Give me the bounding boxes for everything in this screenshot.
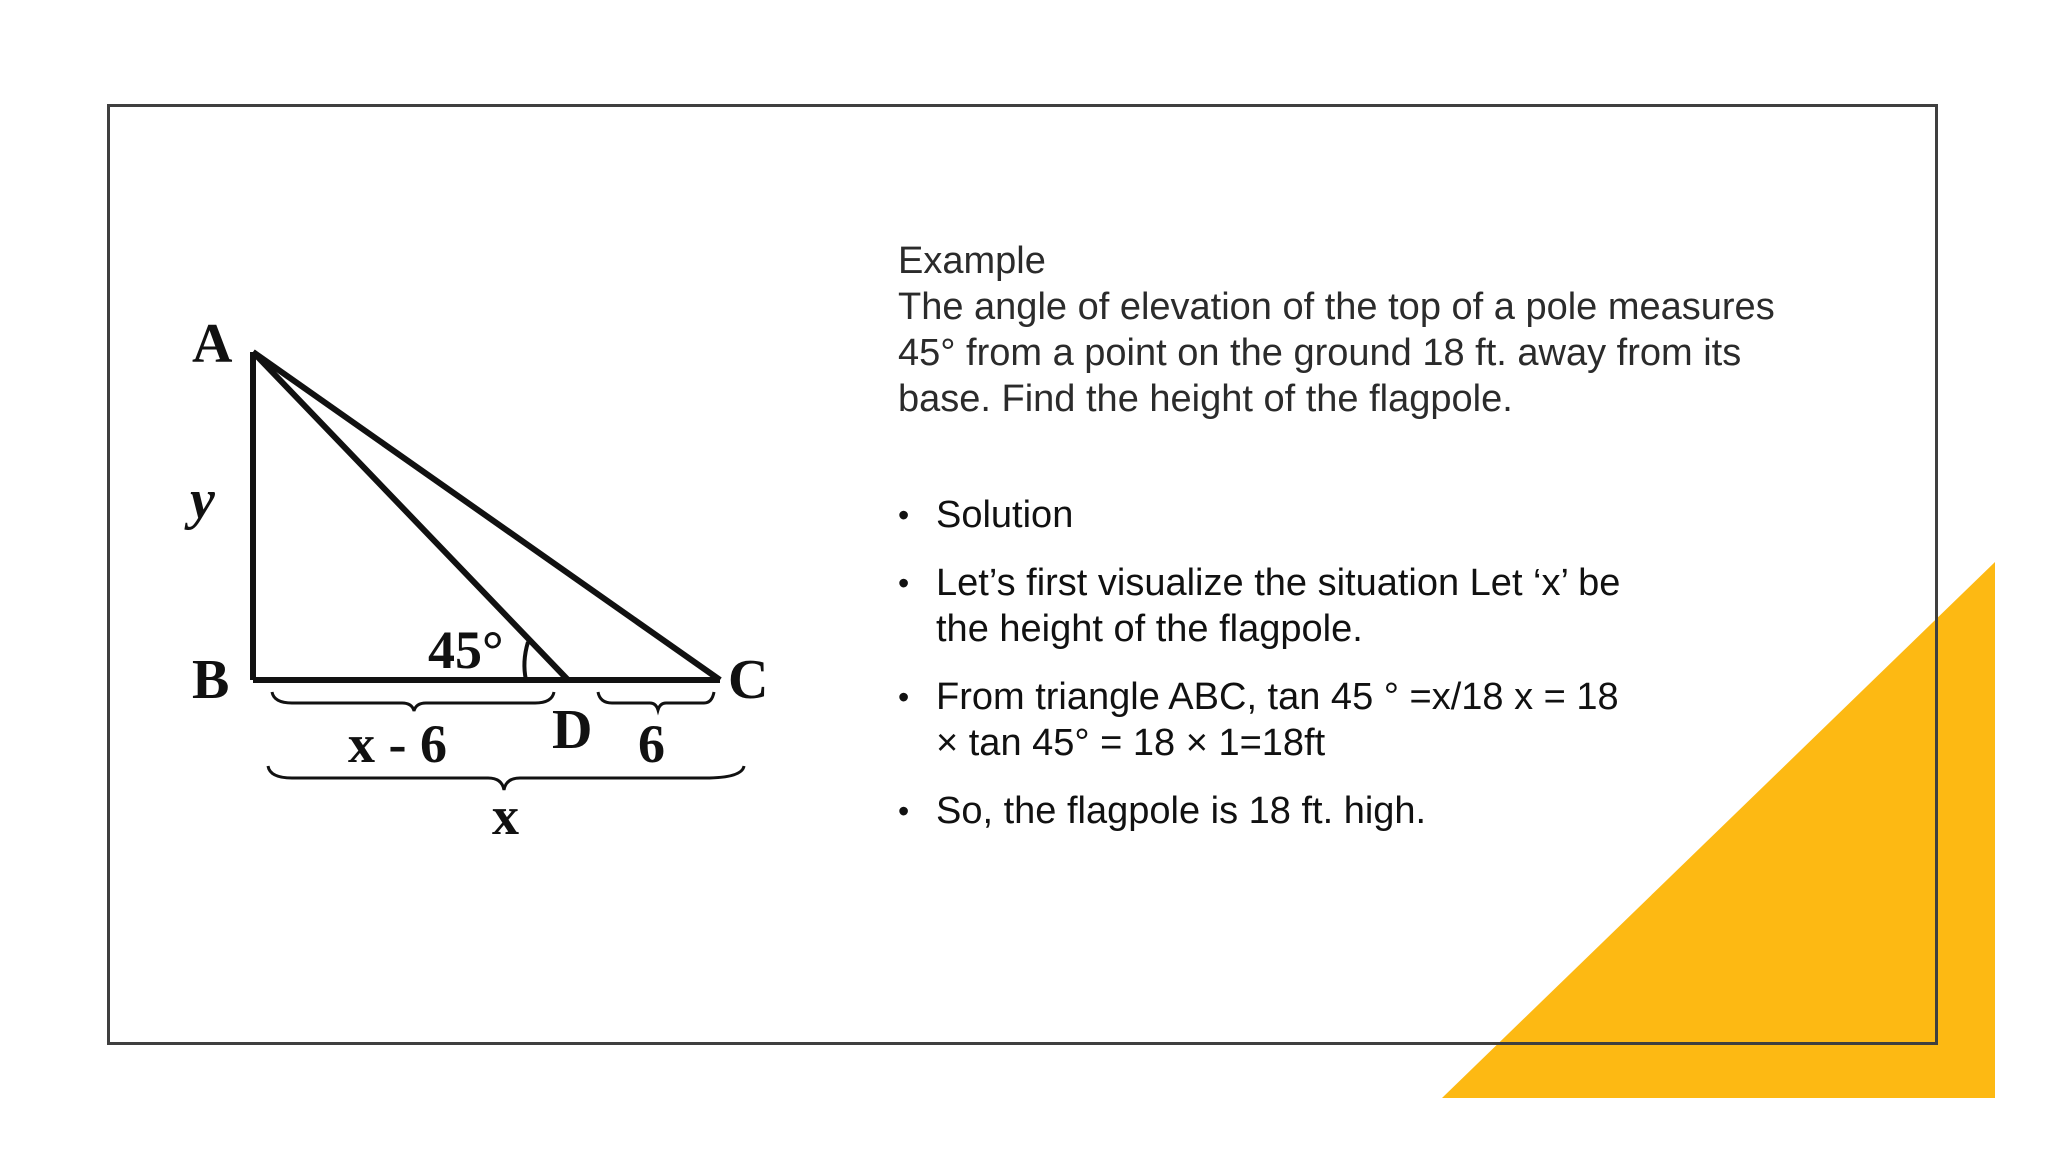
problem-statement — [898, 238, 1838, 422]
solution-list — [898, 492, 1838, 834]
bullet-conclusion: • So, the flagpole is 18 ft. high. — [898, 788, 1838, 834]
vertex-label-A: A — [192, 313, 233, 375]
segment-label-six: 6 — [638, 714, 665, 774]
problem-line-1: The angle of elevation of the top of a pole measures — [898, 286, 1775, 328]
triangle-diagram — [180, 300, 800, 860]
brace-x-minus-6 — [272, 692, 554, 711]
example-heading: Example — [898, 240, 1046, 282]
angle-arc — [524, 642, 528, 680]
segment-label-x: x — [492, 786, 519, 846]
vertex-label-D: D — [552, 699, 593, 761]
segment-label-x-minus-6: x - 6 — [348, 714, 447, 774]
vertex-label-B: B — [192, 649, 230, 711]
problem-line-2: 45° from a point on the ground 18 ft. away from its — [898, 332, 1742, 374]
vertex-label-C: C — [728, 649, 769, 711]
bullet-visualize: • Let’s first visualize the situation Let ‘x’ be the height of the flagpole. — [898, 560, 1636, 652]
text-content — [898, 238, 1838, 856]
bullet-triangle-calc: • From triangle ABC, tan 45 ° =x/18 x = 18 × tan 45° = 18 × 1=18ft — [898, 674, 1636, 766]
angle-label: 45° — [428, 620, 504, 680]
side-AD — [253, 352, 568, 680]
side-label-y: y — [190, 469, 215, 531]
brace-six — [598, 692, 714, 710]
problem-line-3: base. Find the height of the flagpole. — [898, 378, 1513, 420]
bullet-solution: • Solution — [898, 492, 1838, 538]
